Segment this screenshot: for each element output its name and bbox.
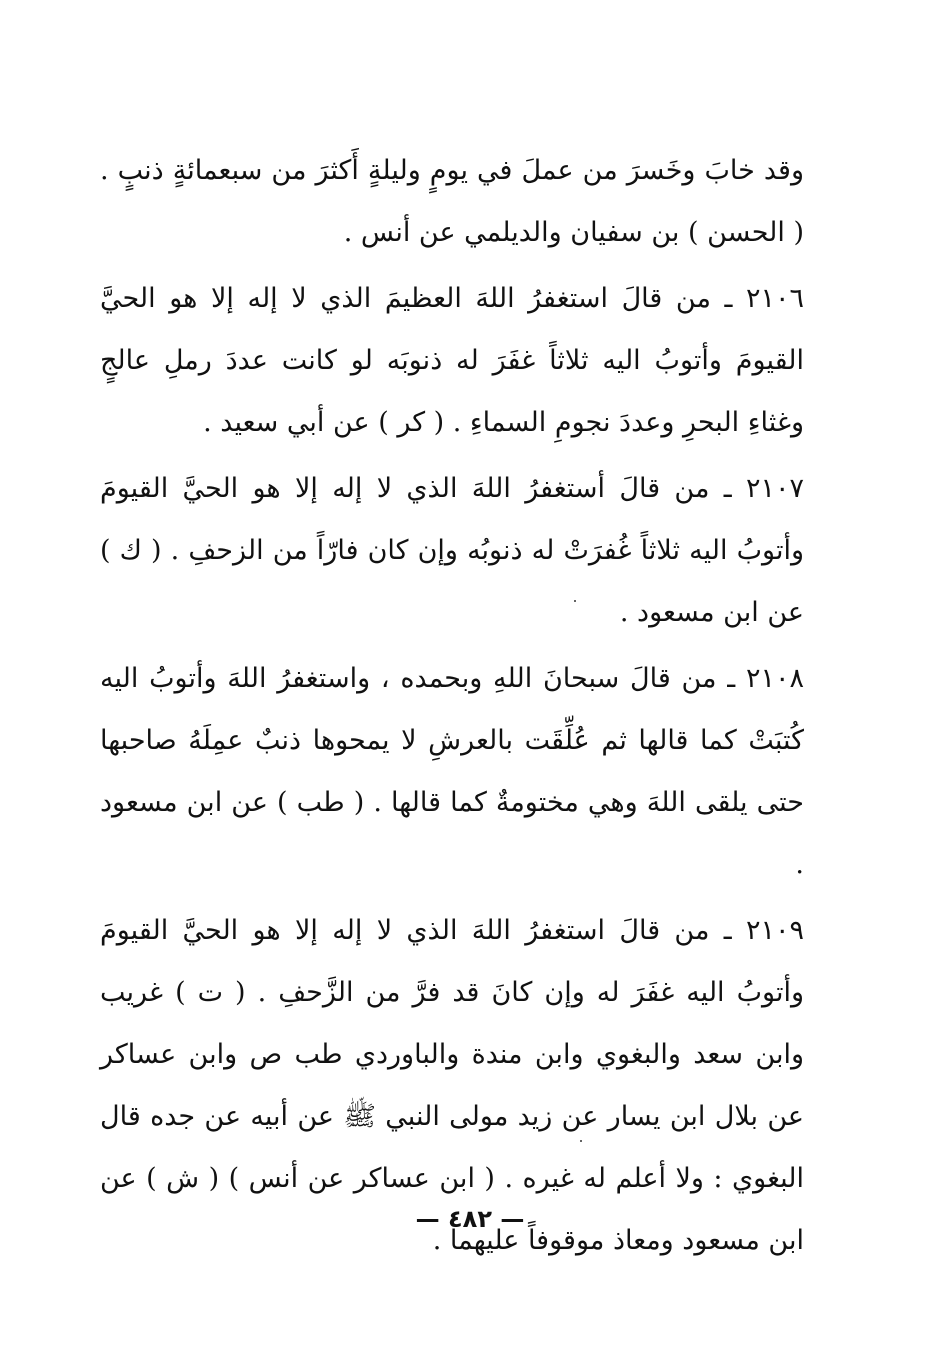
paragraph-continuation: وقد خابَ وخَسرَ من عملَ في يومٍ وليلةٍ أَكثرَ من سبعمائةٍ ذنبٍ . ( الحسن ) بن سفيان والديلمي عن أنس . [100, 155, 804, 248]
scan-speck [580, 1140, 582, 1142]
hadith-text [100, 140, 804, 1272]
paragraph-2106: ٢١٠٦ ـ من قالَ استغفرُ اللهَ العظيمَ الذي لا إله إلا هو الحيَّ القيومَ وأتوبُ اليه ثلاثاً غفَرَ له ذنوبَه لو كانت عددَ رملِ عالجٍ وغثاءِ البحرِ وعددَ نجومِ السماءِ . ( كر ) عن أبي سعيد . [100, 283, 804, 438]
paragraph-2109: ٢١٠٩ ـ من قالَ استغفرُ اللهَ الذي لا إله إلا هو الحيَّ القيومَ وأتوبُ اليه غفَرَ له وإن كانَ قد فرَّ من الزَّحفِ . ( ت ) غريب وابن سعد والبغوي وابن مندة والباوردي طب ص وابن عساكر عن بلال ابن يسار عن زيد مولى النبي ﷺ عن أبيه عن جده قال البغوي : ولا أعلم له غيره . ( ابن عساكر عن أنس ) ( ش ) عن ابن مسعود ومعاذ موقوفاً عليهما . [100, 915, 804, 1256]
paragraph-2108: ٢١٠٨ ـ من قالَ سبحانَ اللهِ وبحمده ، واستغفرُ اللهَ وأتوبُ اليه كُتبَتْ كما قالها ثم عُلِّقَت بالعرشِ لا يمحوها ذنبٌ عمِلَهُ صاحبها حتى يلقى اللهَ وهي مختومةٌ كما قالها . ( طب ) عن ابن مسعود . [100, 663, 804, 880]
paragraph-2107: ٢١٠٧ ـ من قالَ أستغفرُ اللهَ الذي لا إله إلا هو الحيَّ القيومَ وأتوبُ اليه ثلاثاً غُفرَتْ له ذنوبُه وإن كان فارّاً من الزحفِ . ( ك ) عن ابن مسعود . [100, 473, 804, 628]
scan-speck [574, 600, 576, 602]
page-number: — ٤٨٢ — [415, 1205, 525, 1233]
